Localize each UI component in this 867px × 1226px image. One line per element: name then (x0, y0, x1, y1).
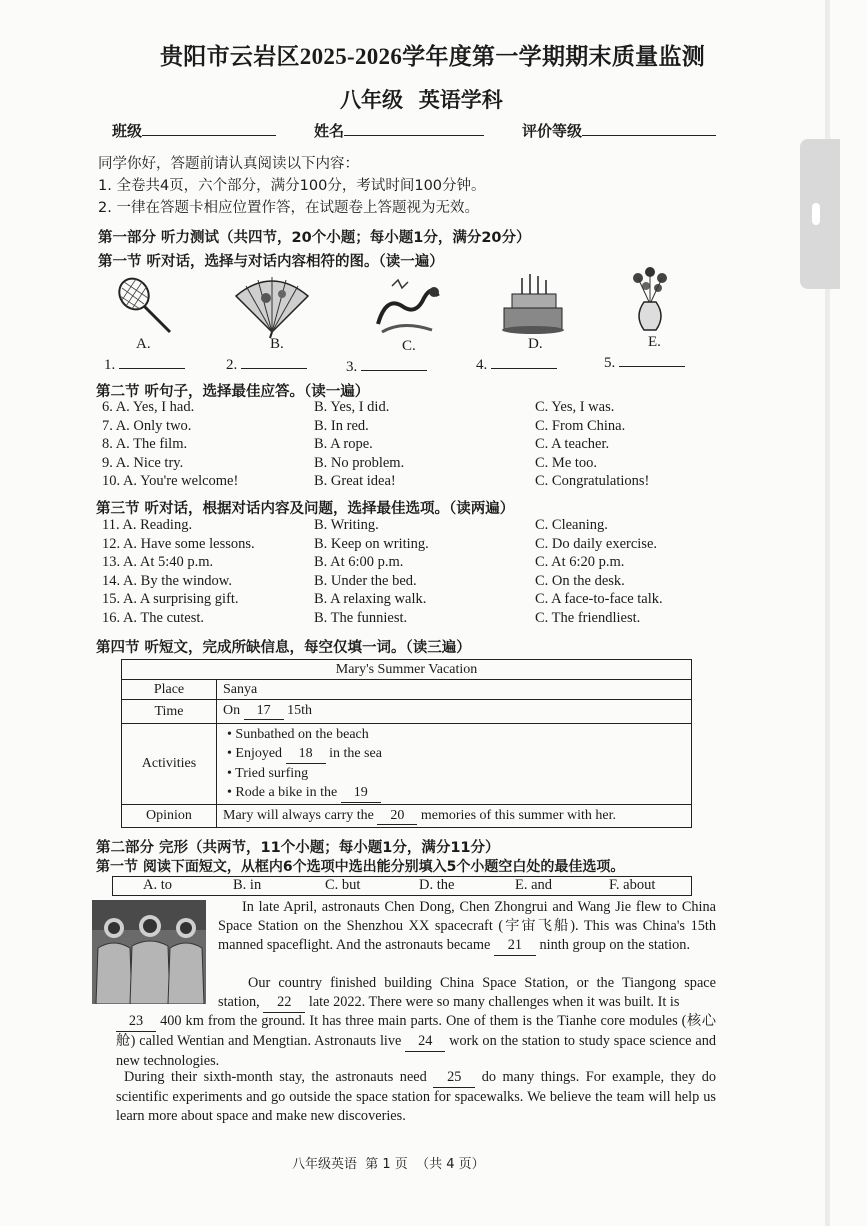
sec3-option-a[interactable]: 14. A. By the window. (102, 572, 232, 589)
dragon-icon (372, 276, 442, 336)
answer-line[interactable] (491, 354, 557, 369)
table-title: Mary's Summer Vacation (122, 660, 692, 680)
sec3-option-a[interactable]: 15. A. A surprising gift. (102, 591, 239, 608)
sec3-option-a[interactable]: 12. A. Have some lessons. (102, 535, 255, 552)
name-label: 姓名 (314, 124, 345, 140)
time-cell (217, 700, 692, 724)
paragraph-1: In late April, astronauts Chen Dong, Chen Zhongrui and Wang Jie flew to China Space Station on the Shenzhou XX spacecraft (宇宙飞船). This was China's 15th manned spaceflight. And the astronauts became 21 ninth group on the station. (218, 898, 716, 956)
sec3-option-a[interactable]: 13. A. At 5:40 p.m. (102, 554, 214, 571)
sec2-option-a[interactable]: 8. A. The film. (102, 436, 188, 452)
answer-blank-4[interactable] (476, 354, 557, 374)
sec3-option-c[interactable]: C. Cleaning. (535, 517, 608, 533)
sec3-option-a[interactable]: 11. A. Reading. (102, 517, 193, 533)
picture-label: C. (402, 338, 416, 354)
sec3-heading: 第三节 听对话，根据对话内容及问题，选择最佳选项。（读两遍） (96, 501, 515, 517)
name-field[interactable] (344, 121, 484, 136)
part2-heading: 第二部分 完形（共两节，11个小题；每小题1分，满分11分） (96, 840, 500, 856)
activities-label: Activities (122, 724, 217, 805)
sec3-option-c[interactable]: C. The friendliest. (535, 610, 641, 626)
answer-number: 2. (226, 357, 238, 373)
opinion-cell: Mary will always carry the 20 memories of this summer with her. (217, 805, 692, 828)
blank-18[interactable]: 18 (286, 744, 326, 764)
student-info-row (112, 120, 716, 141)
sec2-option-a[interactable]: 9. A. Nice try. (102, 454, 184, 471)
bank-option: E. and (515, 877, 553, 893)
blank-23[interactable]: 23 (116, 1012, 156, 1032)
page-footer: 八年级英语 第 1 页 （共 4 页） (292, 1157, 485, 1172)
sec2-option-c[interactable]: C. A teacher. (535, 436, 610, 452)
bank-option: B. in (233, 877, 262, 893)
answer-number: 5. (604, 355, 616, 371)
opinion-label: Opinion (122, 805, 217, 828)
picture-label: E. (648, 334, 661, 350)
astronauts-photo (92, 900, 206, 1004)
bank-option: F. about (609, 877, 656, 893)
bank-option: C. but (325, 877, 361, 893)
answer-line[interactable] (619, 352, 685, 367)
sec3-option-b[interactable]: B. At 6:00 p.m. (314, 554, 404, 571)
blank-20[interactable]: 20 (377, 808, 417, 825)
sec2-option-c[interactable]: C. Me too. (535, 454, 598, 471)
time-pre: On (223, 703, 241, 718)
answer-number: 1. (104, 357, 116, 373)
picture-label: D. (528, 336, 543, 352)
activity-item: • Sunbathed on the beach (227, 727, 369, 742)
blank-22[interactable]: 22 (263, 993, 305, 1013)
picture-label: A. (136, 336, 151, 352)
grade-field[interactable] (582, 121, 716, 136)
activity-item: • Rode a bike in the 19 (227, 783, 685, 803)
more-icon (812, 203, 820, 225)
part1-heading: 第一部分 听力测试（共四节，20个小题；每小题1分，满分20分） (98, 230, 531, 246)
paragraph-text: work on the station to study space science and new technologies. (116, 1033, 717, 1069)
side-panel-handle[interactable] (800, 139, 840, 289)
blank-21[interactable]: 21 (494, 936, 536, 956)
sec2-option-b[interactable]: B. No problem. (314, 454, 405, 471)
answer-line[interactable] (361, 356, 427, 371)
sec2-option-c[interactable]: C. Yes, I was. (535, 399, 615, 415)
answer-blank-1[interactable] (104, 354, 185, 374)
exam-subtitle: 八年级 英语学科 (340, 88, 503, 112)
sec4-heading: 第四节 听短文，完成所缺信息，每空仅填一词。（读三遍） (96, 640, 471, 656)
answer-line[interactable] (119, 354, 185, 369)
blank-24[interactable]: 24 (405, 1032, 445, 1052)
note-item: 1. 全卷共4页，六个部分，满分100分，考试时间100分钟。 (98, 178, 486, 194)
place-label: Place (122, 680, 217, 700)
sec3-option-b[interactable]: B. Under the bed. (314, 572, 417, 589)
sec2-option-b[interactable]: B. Yes, I did. (314, 399, 390, 415)
sec2-option-a[interactable]: 10. A. You're welcome! (102, 473, 239, 489)
picture-label: B. (270, 336, 284, 352)
word-bank (112, 876, 692, 896)
sec3-option-b[interactable]: B. A relaxing walk. (314, 591, 427, 608)
blank-19[interactable]: 19 (341, 783, 381, 803)
answer-number: 3. (346, 359, 358, 375)
activity-item: • Tried surfing (227, 766, 309, 781)
paragraph-text: 400 km from the ground. It has three main parts. One of them is the Tianhe core modules (核心舱) called Wentian and Mengtian. Astronauts live (116, 1013, 716, 1049)
paragraph-2-intro: Our country finished building China Space Station, or the Tiangong space station, 22 late 2022. There were so many challenges when it was built. It is (218, 974, 716, 1013)
folding-fan-icon (232, 272, 312, 338)
flower-vase-icon (622, 264, 678, 334)
sec2-option-b[interactable]: B. Great idea! (314, 473, 396, 489)
bank-option: A. to (143, 877, 172, 893)
time-post: 15th (287, 703, 313, 718)
sec3-option-c[interactable]: C. On the desk. (535, 572, 625, 589)
badminton-racket-icon (114, 276, 176, 336)
sec3-option-c[interactable]: C. At 6:20 p.m. (535, 554, 625, 571)
sec3-option-c[interactable]: C. Do daily exercise. (535, 535, 658, 552)
part2-sec1-heading: 第一节 阅读下面短文，从框内6个选项中选出能分别填入5个小题空白处的最佳选项。 (96, 859, 625, 875)
sec2-option-c[interactable]: C. Congratulations! (535, 473, 650, 489)
sec2-option-b[interactable]: B. In red. (314, 417, 369, 434)
sec3-option-c[interactable]: C. A face-to-face talk. (535, 591, 663, 608)
sec3-option-b[interactable]: B. Writing. (314, 517, 379, 533)
sec1-heading: 第一节 听对话，选择与对话内容相符的图。（读一遍） (98, 254, 444, 270)
note-item: 2. 一律在答题卡相应位置作答，在试题卷上答题视为无效。 (98, 200, 479, 216)
exam-title: 贵阳市云岩区2025-2026学年度第一学期期末质量监测 (160, 44, 706, 69)
answer-blank-5[interactable] (604, 352, 685, 372)
blank-25[interactable]: 25 (433, 1068, 475, 1088)
sec2-option-a[interactable]: 6. A. Yes, I had. (102, 399, 195, 415)
notes-intro: 同学你好，答题前请认真阅读以下内容： (98, 156, 359, 172)
birthday-cake-icon (500, 272, 566, 336)
sec2-option-a[interactable]: 7. A. Only two. (102, 417, 192, 434)
paragraph-2-rest (116, 1012, 716, 1071)
class-field[interactable] (142, 121, 276, 136)
summer-vacation-table (121, 659, 692, 828)
sec2-heading: 第二节 听句子，选择最佳应答。（读一遍） (96, 384, 370, 400)
sec3-option-a[interactable]: 16. A. The cutest. (102, 610, 205, 626)
time-label: Time (122, 700, 217, 724)
grade-label: 评价等级 (522, 124, 583, 140)
bank-option: D. the (419, 877, 455, 893)
blank-17[interactable]: 17 (244, 703, 284, 720)
sec3-option-b[interactable]: B. Keep on writing. (314, 535, 429, 552)
answer-blank-2[interactable] (226, 354, 307, 374)
answer-line[interactable] (241, 354, 307, 369)
sec2-option-b[interactable]: B. A rope. (314, 436, 373, 452)
answer-blank-3[interactable] (346, 356, 427, 376)
answer-number: 4. (476, 357, 488, 373)
activities-cell (217, 724, 692, 805)
class-label: 班级 (112, 124, 143, 140)
sec2-option-c[interactable]: C. From China. (535, 417, 626, 434)
activity-item: • Enjoyed 18 in the sea (227, 744, 685, 764)
place-value: Sanya (217, 680, 692, 700)
sec3-option-b[interactable]: B. The funniest. (314, 610, 408, 626)
paragraph-3: During their sixth-month stay, the astronauts need 25 do many things. For example, they do scientific experiments and go outside the space station for spacewalks. We believe the team will help us learn more about space and make new discoveries. (116, 1069, 717, 1124)
